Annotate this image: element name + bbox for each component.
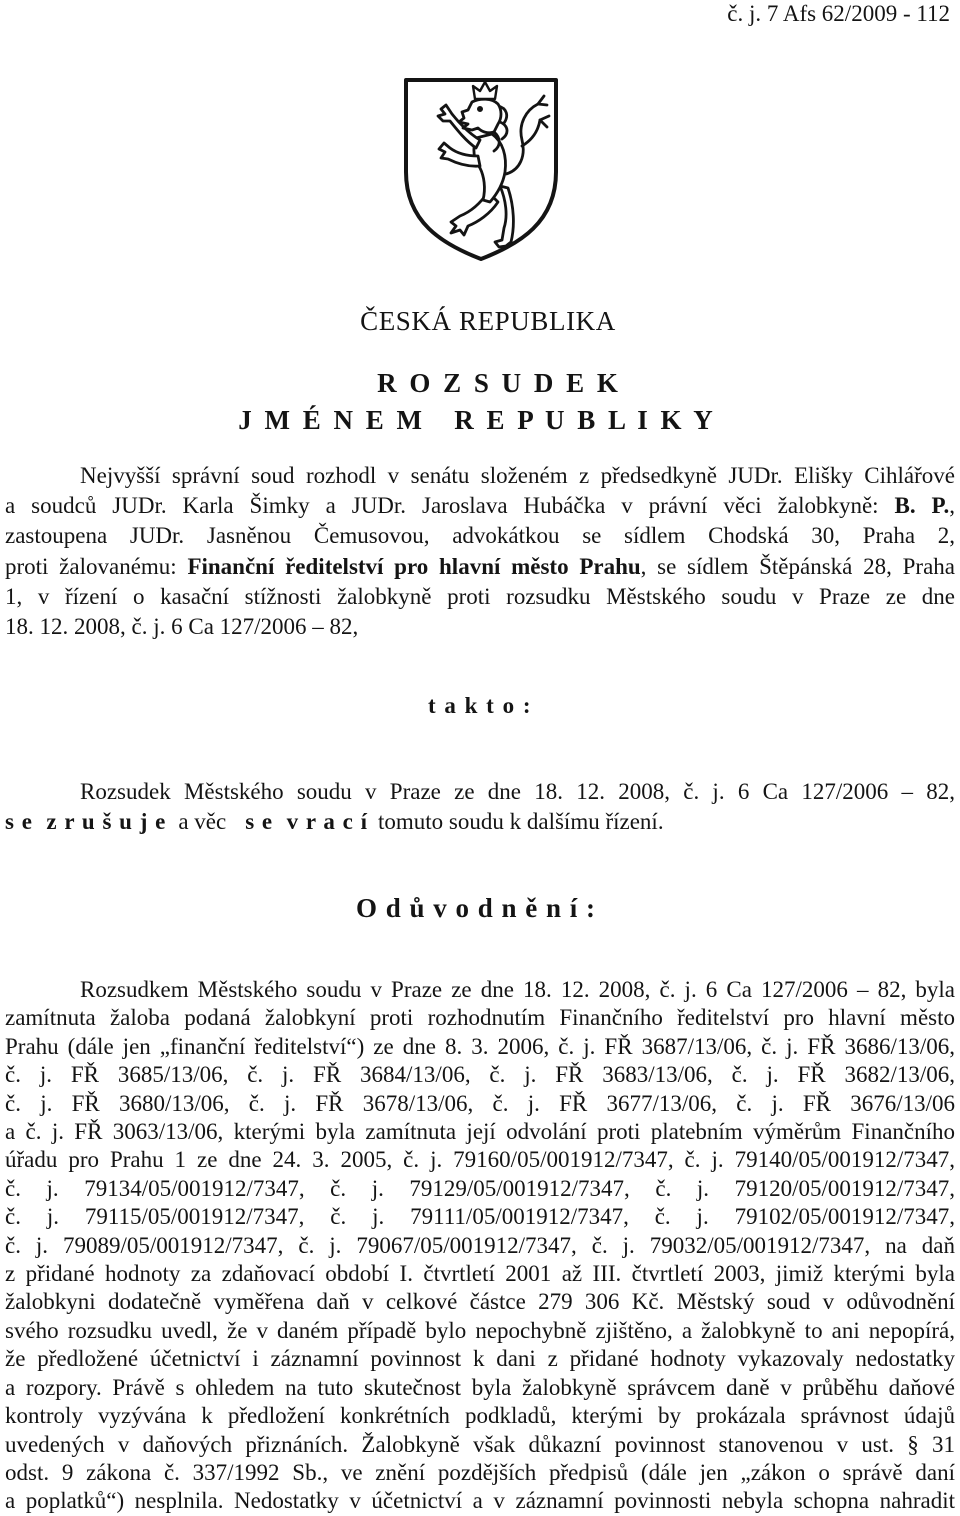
in-name-of-republic-title: J M É N E M R E P U B L I K Y xyxy=(238,405,716,435)
text-span: 1, v řízení o kasační stížnosti žalobkyně proti rozsudku Městského soudu v Praze ze dne xyxy=(5,583,955,609)
text-line: č. j. 79089/05/001912/7347, č. j. 79067/05/001912/7347, č. j. 79032/05/001912/7347, na daň xyxy=(5,1232,955,1258)
text-line: č. j. 79134/05/001912/7347, č. j. 79129/05/001912/7347, č. j. 79120/05/001912/7347, xyxy=(5,1175,955,1201)
text-line xyxy=(5,612,955,642)
verdict-returns: s e v r a c í xyxy=(245,809,369,834)
text-span: , xyxy=(949,493,955,519)
text-span: a soudců JUDr. Karla Šimky a JUDr. Jaroslava Hubáčka v právní věci žalobkyně: xyxy=(5,493,895,519)
text-line: Rozsudek Městského soudu v Praze ze dne 18. 12. 2008, č. j. 6 Ca 127/2006 – 82, xyxy=(80,779,955,804)
defendant-name: Finanční ředitelství pro hlavní město Prahu xyxy=(187,553,641,579)
text-span: , se sídlem Štěpánská 28, Praha xyxy=(640,553,955,579)
country-title: ČESKÁ REPUBLIKA xyxy=(360,306,616,336)
text-line: odst. 9 zákona č. 337/1992 Sb., ve znění pozdějších předpisů (dále jen „zákon o správě daní xyxy=(5,1459,955,1485)
text-line: že předložené účetnictví i záznamní povinnost k dani z přidané hodnoty vykazovaly nedostatky xyxy=(5,1346,955,1372)
text-line: č. j. 79115/05/001912/7347, č. j. 79111/05/001912/7347, č. j. 79102/05/001912/7347, xyxy=(5,1204,955,1230)
text-line xyxy=(5,807,955,837)
text-span: a věc xyxy=(178,809,227,834)
text-line: kontroly vyzývána k předložení konkrétních podkladů, kterými by prokázala správnost údajů xyxy=(5,1403,955,1429)
text-line: úřadu pro Prahu 1 ze dne 24. 3. 2005, č. j. 79160/05/001912/7347, č. j. 79140/05/001912/7347, xyxy=(5,1147,955,1173)
text-line: a poplatků“) nesplnila. Nedostatky v účetnictví a v záznamní povinnosti nebyla schopna nahradit xyxy=(5,1488,955,1514)
plaintiff-name: B. P. xyxy=(894,493,950,519)
text-span: Nejvyšší správní soud rozhodl v senátu složeném z předsedkyně JUDr. Elišky Cihlářové xyxy=(80,463,955,488)
text-line xyxy=(5,491,955,521)
text-line xyxy=(5,582,955,612)
verdict-annuls: s e z r u š u j e xyxy=(5,809,167,834)
text-line: Rozsudkem Městského soudu v Praze ze dne 18. 12. 2008, č. j. 6 Ca 127/2006 – 82, byla xyxy=(80,977,955,1002)
text-line: žalobkyni dodatečně vyměřena daň v celkové částce 279 306 Kč. Městský soud v odůvodnění xyxy=(5,1289,955,1315)
reasoning-heading: O d ů v o d n ě n í : xyxy=(355,893,597,923)
text-span: zastoupena JUDr. Jasněnou Čemusovou, advokátkou se sídlem Chodská 30, Praha 2, xyxy=(5,523,955,549)
text-line: č. j. FŘ 3685/13/06, č. j. FŘ 3684/13/06, č. j. FŘ 3683/13/06, č. j. FŘ 3682/13/06, xyxy=(5,1062,955,1088)
text-span: tomuto soudu k dalšímu řízení. xyxy=(378,809,664,834)
coat-of-arms-icon xyxy=(402,76,560,262)
text-line: z přidané hodnoty za zdaňovací období I. čtvrtletí 2001 až III. čtvrtletí 2003, jimiž kterými byla xyxy=(5,1261,955,1287)
text-line xyxy=(5,521,955,551)
text-line: Prahu (dále jen „finanční ředitelství“) ze dne 8. 3. 2006, č. j. FŘ 3687/13/06, č. j. FŘ 3686/13/06, xyxy=(5,1033,955,1059)
text-line: uvedených v daňových přiznáních. Žalobkyně však důkazní povinnost stanovenou v ust. § 31 xyxy=(5,1431,955,1457)
text-line: svého rozsudku uvedl, že v daném případě bylo nepochybně zjištěno, a žalobkyně to ani nepopírá, xyxy=(5,1317,955,1343)
case-number: č. j. 7 Afs 62/2009 - 112 xyxy=(727,1,950,26)
intro-paragraph xyxy=(5,461,955,642)
text-line: č. j. FŘ 3680/13/06, č. j. FŘ 3678/13/06, č. j. FŘ 3677/13/06, č. j. FŘ 3676/13/06 xyxy=(5,1090,955,1116)
text-line: a rozpory. Právě s ohledem na tuto skutečnost byla žalobkyně správcem daně v průběhu daňové xyxy=(5,1374,955,1400)
judgment-title: R O Z S U D E K xyxy=(377,368,621,398)
text-span: 18. 12. 2008, č. j. 6 Ca 127/2006 – 82, xyxy=(5,614,359,640)
reasoning-paragraph xyxy=(5,976,955,1516)
text-line xyxy=(5,552,955,582)
text-span: proti žalovanému: xyxy=(5,553,188,579)
operative-heading: t a k t o : xyxy=(427,693,533,718)
text-line: a č. j. FŘ 3063/13/06, kterými byla zamítnuta její odvolání proti platebním výměrům Finančního xyxy=(5,1119,955,1145)
verdict-paragraph xyxy=(5,777,955,837)
text-line: zamítnuta žaloba podaná žalobkyní proti rozhodnutím Finančního ředitelství pro hlavní město xyxy=(5,1005,955,1031)
text-line xyxy=(5,461,955,491)
